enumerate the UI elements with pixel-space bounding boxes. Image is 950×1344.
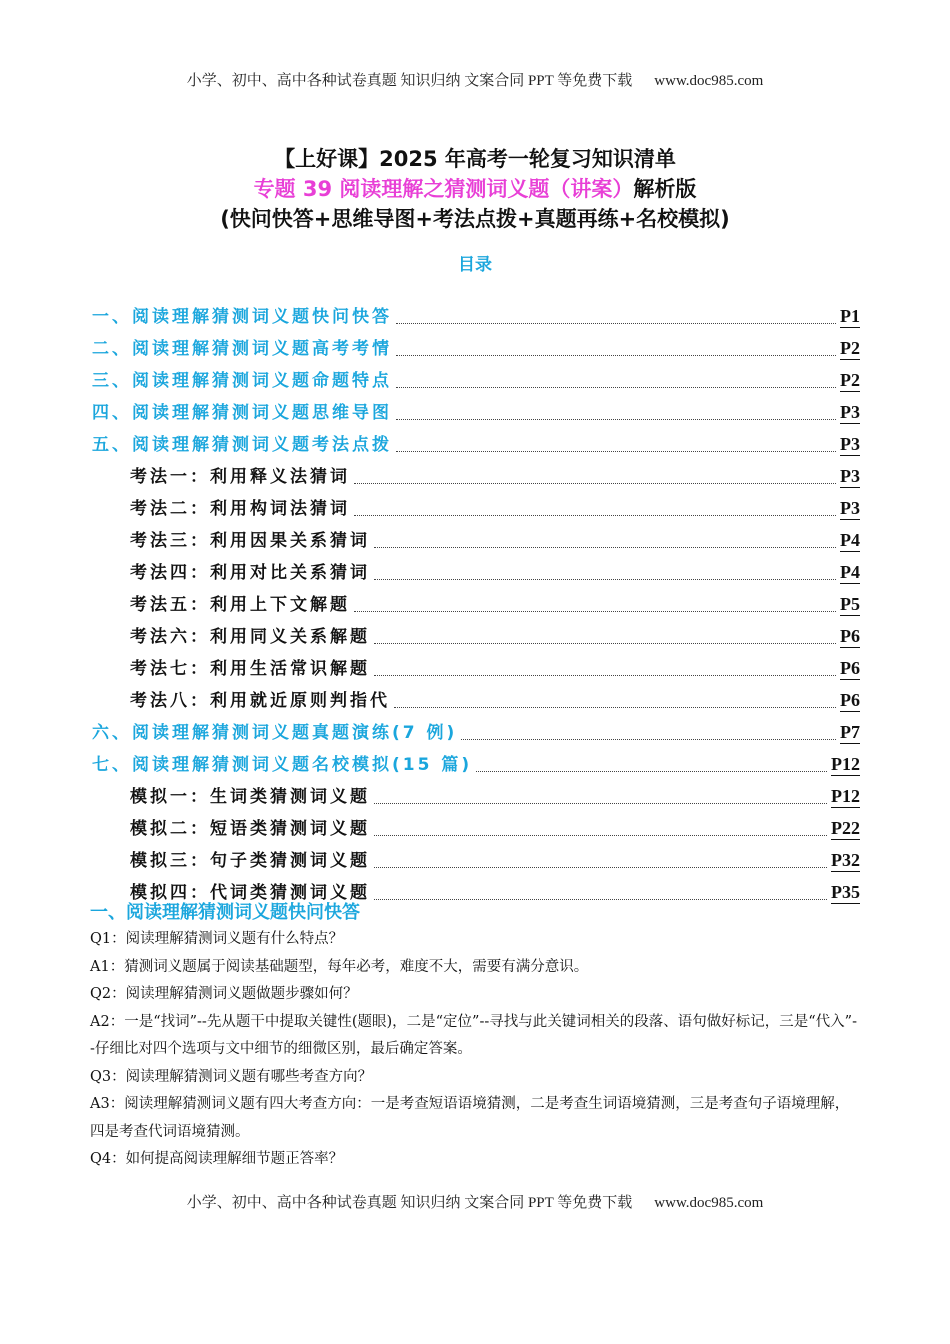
toc-entry[interactable] [92, 776, 860, 808]
toc-entry-label: 考法一：利用释义法猜词 [130, 467, 350, 487]
toc-entry-label: 考法六：利用同义关系解题 [130, 627, 370, 647]
answer-text: A1：猜测词义题属于阅读基础题型，每年必考，难度不大，需要有满分意识。 [90, 958, 589, 975]
toc-entry-label: 考法四：利用对比关系猜词 [130, 563, 370, 583]
toc-entry-label: 五、阅读理解猜测词义题考法点拨 [92, 435, 392, 455]
toc-entry-page: P3 [840, 402, 860, 422]
document-sections-summary: (快问快答+思维导图+考法点拨+真题再练+名校模拟) [220, 207, 730, 231]
footer-text: 小学、初中、高中各种试卷真题 知识归纳 文案合同 PPT 等免费下载 [186, 1195, 633, 1211]
toc-dot-leader [374, 866, 827, 868]
toc-entry[interactable] [92, 712, 860, 744]
toc-entry[interactable] [92, 456, 860, 488]
toc-entry[interactable] [92, 808, 860, 840]
footer-url[interactable]: www.doc985.com [654, 1195, 764, 1211]
toc-entry-page: P12 [831, 786, 860, 806]
toc-dot-leader [394, 706, 836, 708]
toc-entry-label: 考法三：利用因果关系猜词 [130, 531, 370, 551]
toc-entry[interactable] [92, 520, 860, 552]
toc-entry[interactable] [92, 488, 860, 520]
toc-dot-leader [476, 770, 827, 772]
toc-entry[interactable] [92, 552, 860, 584]
toc-dot-leader [354, 610, 836, 612]
toc-entry-label: 二、阅读理解猜测词义题高考考情 [92, 339, 392, 359]
toc-entry[interactable] [92, 584, 860, 616]
page-header [0, 69, 950, 90]
subtitle-topic: 专题 39 阅读理解之猜测词义题（讲案） [253, 177, 634, 201]
toc-dot-leader [354, 514, 836, 516]
toc-entry-label: 四、阅读理解猜测词义题思维导图 [92, 403, 392, 423]
toc-dot-leader [374, 802, 827, 804]
title-block [0, 144, 950, 275]
answer-text: A2：一是“找词”--先从题干中提取关键性(题眼)，二是“定位”--寻找与此关键词相关的段落、语句做好标记，三是“代入”--仔细比对四个选项与文中细节的细微区别，最后确定答案。 [90, 1013, 857, 1057]
toc-entry-label: 六、阅读理解猜测词义题真题演练(7 例) [92, 723, 458, 743]
subtitle-version: 解析版 [633, 177, 697, 201]
toc-entry-page: P5 [840, 594, 860, 614]
toc-entry[interactable] [92, 328, 860, 360]
toc-dot-leader [374, 578, 836, 580]
page-footer [0, 1191, 950, 1212]
toc-dot-leader [374, 674, 836, 676]
toc-entry[interactable] [92, 424, 860, 456]
toc-entry-page: P2 [840, 338, 860, 358]
toc-dot-leader [461, 738, 836, 740]
toc-entry-label: 模拟二：短语类猜测词义题 [130, 819, 370, 839]
toc-entry-label: 七、阅读理解猜测词义题名校模拟(15 篇) [92, 755, 473, 775]
toc-entry-page: P3 [840, 498, 860, 518]
toc-entry-page: P2 [840, 370, 860, 390]
question-text: Q2：阅读理解猜测词义题做题步骤如何？ [90, 986, 358, 1002]
question-text: Q1：阅读理解猜测词义题有什么特点？ [90, 931, 344, 947]
toc-entry-label: 模拟一：生词类猜测词义题 [130, 787, 370, 807]
toc-entry-label: 考法八：利用就近原则判指代 [130, 691, 390, 711]
toc-entry-page: P22 [831, 818, 860, 838]
toc-entry-page: P4 [840, 562, 860, 582]
toc-dot-leader [396, 354, 836, 356]
toc-entry-label: 模拟四：代词类猜测词义题 [130, 883, 370, 903]
toc-dot-leader [396, 418, 836, 420]
toc-entry-page: P1 [840, 306, 860, 326]
toc-entry-page: P6 [840, 626, 860, 646]
toc-entry-page: P3 [840, 466, 860, 486]
toc-entry-label: 考法七：利用生活常识解题 [130, 659, 370, 679]
toc-entry-label: 考法二：利用构词法猜词 [130, 499, 350, 519]
toc-entry[interactable] [92, 296, 860, 328]
answer-text: A3：阅读理解猜测词义题有四大考查方向：一是考查短语语境猜测，二是考查生词语境猜测，三是考查句子语境理解，四是考查代词语境猜测。 [90, 1096, 850, 1140]
toc-entry[interactable] [92, 648, 860, 680]
toc-entry-page: P35 [831, 882, 860, 902]
toc-entry-label: 一、阅读理解猜测词义题快问快答 [92, 307, 392, 327]
toc-dot-leader [396, 386, 836, 388]
toc-entry-label: 考法五：利用上下文解题 [130, 595, 350, 615]
toc-entry[interactable] [92, 360, 860, 392]
toc-entry-page: P6 [840, 658, 860, 678]
toc-dot-leader [374, 834, 827, 836]
table-of-contents [92, 296, 860, 904]
toc-dot-leader [374, 642, 836, 644]
toc-entry-page: P7 [840, 722, 860, 742]
toc-entry[interactable] [92, 392, 860, 424]
document-title: 【上好课】2025 年高考一轮复习知识清单 [274, 147, 676, 171]
header-url[interactable]: www.doc985.com [654, 73, 764, 89]
document-subtitle [0, 174, 950, 204]
toc-dot-leader [396, 450, 836, 452]
section-quick-qa [90, 900, 860, 1174]
section-heading: 一、阅读理解猜测词义题快问快答 [90, 902, 360, 923]
toc-entry[interactable] [92, 840, 860, 872]
question-text: Q4：如何提高阅读理解细节题正答率？ [90, 1151, 344, 1167]
toc-dot-leader [354, 482, 836, 484]
question-text: Q3：阅读理解猜测词义题有哪些考查方向？ [90, 1068, 373, 1085]
toc-dot-leader [374, 546, 836, 548]
qa-list [90, 926, 860, 1174]
toc-entry-page: P12 [831, 754, 860, 774]
toc-entry-page: P4 [840, 530, 860, 550]
toc-heading: 目录 [458, 255, 492, 275]
toc-entry-page: P6 [840, 690, 860, 710]
toc-entry-page: P32 [831, 850, 860, 870]
toc-entry-page: P3 [840, 434, 860, 454]
toc-entry[interactable] [92, 616, 860, 648]
toc-entry[interactable] [92, 744, 860, 776]
header-text: 小学、初中、高中各种试卷真题 知识归纳 文案合同 PPT 等免费下载 [186, 73, 633, 89]
toc-entry[interactable] [92, 680, 860, 712]
toc-dot-leader [396, 322, 836, 324]
toc-entry-label: 模拟三：句子类猜测词义题 [130, 851, 370, 871]
toc-entry-label: 三、阅读理解猜测词义题命题特点 [92, 371, 392, 391]
